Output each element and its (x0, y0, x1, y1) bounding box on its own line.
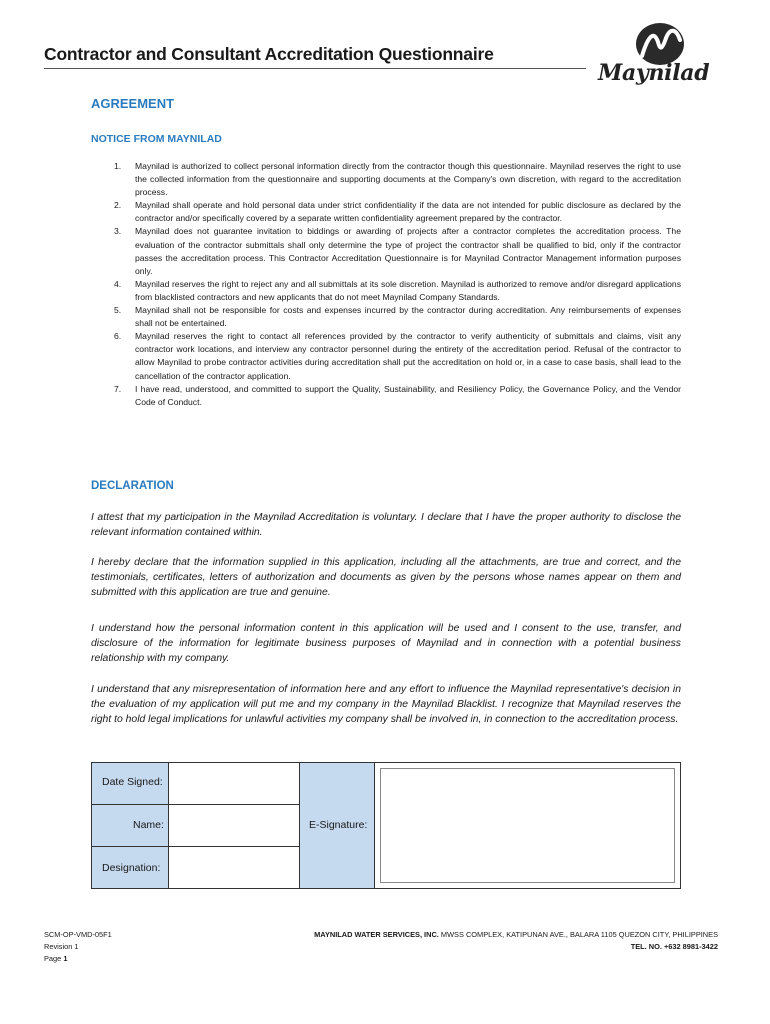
notice-text: Maynilad shall not be responsible for costs and expenses incurred by the contractor during accreditation. Any reimbursements of expenses shall not be entertained. (135, 305, 681, 329)
company-address-line (314, 929, 718, 941)
notice-number: 4. (114, 278, 122, 289)
date-signed-label: Date Signed: (102, 776, 163, 788)
notice-number: 6. (114, 331, 122, 342)
declaration-heading: DECLARATION (91, 480, 174, 492)
notice-text: Maynilad reserves the right to reject any and all submittals at its sole discretion. Maynilad is authorized to remove and/or disregard applications from blacklisted contractors and new applicants that do not meet Maynilad Company Standards. (135, 278, 681, 302)
page-number: 1 (63, 954, 68, 963)
page-title: Contractor and Consultant Accreditation Questionnaire (44, 44, 494, 64)
designation-label-cell (91, 846, 169, 889)
notice-item (91, 383, 681, 409)
notice-item (91, 330, 681, 382)
date-signed-field[interactable] (168, 762, 300, 805)
notice-text: Maynilad reserves the right to contact all references provided by the contractor to verify authenticity of submittals and claims, visit any contractor work locations, and interview any contractor personnel during the entirety of the accreditation period. Refusal of the contractor to allow Maynilad to probe contractor activities during accreditation shall put the accreditation on hold or, in a case to case basis, shall lead to the cancellation of the contractor application. (135, 331, 681, 381)
agreement-heading: AGREEMENT (91, 96, 175, 111)
declaration-paragraph: I understand how the personal information content in this application will be used and I consent to the use, transfer, and disclosure of the information for legitimate business purposes of Maynilad and in connection with a potential business relationship with my company. (91, 623, 681, 665)
declaration-paragraph: I hereby declare that the information supplied in this application, including all the attachments, are true and correct, and the testimonials, certificates, letters of authorization and documents as given by the persons whose names appear on them and submitted with this application are true and genuine. (91, 557, 681, 599)
notice-text: I have read, understood, and committed to support the Quality, Sustainability, and Resiliency Policy, the Governance Policy, and the Vendor Code of Conduct. (135, 383, 681, 407)
company-telephone: TEL. NO. +632 8981-3422 (630, 942, 718, 951)
footer-company-info (314, 929, 718, 953)
signature-form (91, 762, 681, 889)
notice-number: 7. (114, 383, 122, 394)
designation-field[interactable] (168, 846, 300, 889)
document-code: SCM-OP-VMD-05F1 (44, 930, 112, 939)
notice-number: 1. (114, 161, 122, 171)
name-field[interactable] (168, 804, 300, 847)
page-indicator (44, 953, 112, 965)
page-label: Page (44, 954, 62, 963)
esignature-label-cell (299, 762, 375, 889)
notice-item (91, 225, 681, 277)
esignature-label: E-Signature: (309, 819, 368, 831)
title-divider (44, 68, 586, 69)
logo-wordmark: Maynilad (598, 60, 710, 86)
declaration-paragraph: I attest that my participation in the Maynilad Accreditation is voluntary. I declare that I have the proper authority to disclose the relevant information contained within. (91, 512, 681, 539)
notice-item (91, 278, 681, 304)
name-label: Name: (133, 819, 164, 831)
esignature-field[interactable] (380, 768, 675, 883)
notice-text: Maynilad does not guarantee invitation to biddings or awarding of projects after a contractor completes the accreditation process. The evaluation of the contractor submittals shall only determine the type of project the contractor shall be qualified to bid, only if the contractor passes the accreditation process. This Contractor Accreditation Questionnaire is for Maynilad Contractor Management information purposes only. (135, 226, 681, 276)
designation-label: Designation: (102, 862, 161, 874)
notice-heading: NOTICE FROM MAYNILAD (91, 133, 222, 145)
notice-item (91, 199, 681, 225)
notice-number: 2. (114, 200, 122, 211)
footer-doc-info (44, 929, 112, 965)
revision-label: Revision 1 (44, 942, 79, 951)
notice-number: 3. (114, 226, 122, 237)
notice-item (91, 160, 681, 199)
notice-text: Maynilad shall operate and hold personal data under strict confidentiality if the data are not intended for public disclosure as declared by the contractor and/or specifically covered by a separate written confidentiality agreement prepared by the contractor. (135, 200, 681, 224)
declaration-paragraph: I understand that any misrepresentation of information here and any effort to influence the Maynilad representative's decision in the evaluation of my application will put me and my company in the Maynilad Blacklist. I recognize that Maynilad reserves the right to hold legal implications for unlawful activities my company shall be involved in, in connection to the accreditation process. (91, 684, 681, 726)
name-label-cell (91, 804, 169, 847)
company-address: MWSS COMPLEX, KATIPUNAN AVE., BALARA 1105 QUEZON CITY, PHILIPPINES (440, 930, 718, 939)
date-signed-label-cell (91, 762, 169, 805)
notice-item (91, 304, 681, 330)
notice-text: Maynilad is authorized to collect personal information directly from the contractor though this questionnaire. Maynilad reserves the right to use the collected information from the questionnaire and supporting documents at the Company's own discretion, with regard to the accreditation process. (135, 161, 681, 198)
company-name: MAYNILAD WATER SERVICES, INC. (314, 930, 439, 939)
notice-number: 5. (114, 305, 122, 316)
notice-list (91, 160, 681, 409)
esignature-box-outer (374, 762, 681, 889)
